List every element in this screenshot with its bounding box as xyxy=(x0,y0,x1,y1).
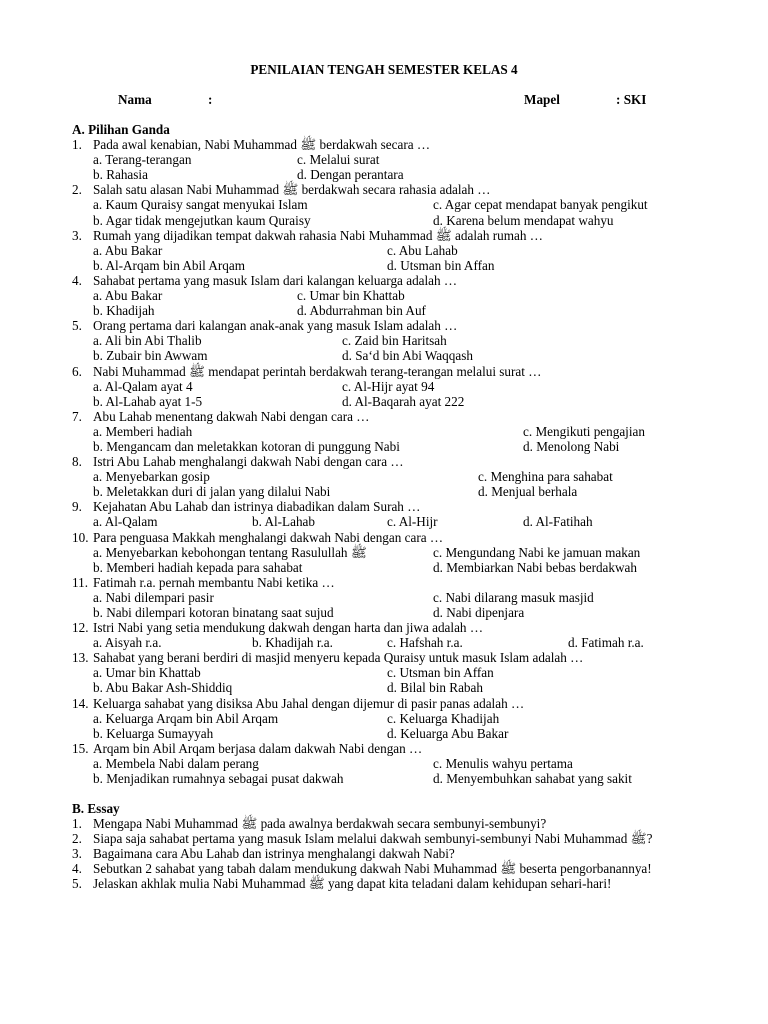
section-multiple-choice xyxy=(72,122,712,786)
question-item xyxy=(72,409,712,454)
option-row xyxy=(72,348,712,363)
question-text: Rumah yang dijadikan tempat dakwah rahasia Nabi Muhammad ﷺ adalah rumah … xyxy=(93,227,543,243)
question-item xyxy=(72,696,712,741)
question-line xyxy=(72,741,712,756)
answer-option[interactable]: d. Menolong Nabi xyxy=(523,438,620,454)
option-row xyxy=(72,469,712,484)
answer-option[interactable]: d. Al-Fatihah xyxy=(523,514,593,530)
answer-option[interactable]: d. Karena belum mendapat wahyu xyxy=(433,212,614,228)
option-row xyxy=(72,394,712,409)
option-row xyxy=(72,484,712,499)
answer-option[interactable]: c. Menghina para sahabat xyxy=(478,469,613,485)
option-row xyxy=(72,711,712,726)
question-text: Para penguasa Makkah menghalangi dakwah Nabi dengan cara … xyxy=(93,529,444,545)
question-list xyxy=(72,137,712,786)
option-row xyxy=(72,514,712,529)
question-text: Kejahatan Abu Lahab dan istrinya diabadikan dalam Surah … xyxy=(93,499,421,515)
question-item xyxy=(72,454,712,499)
question-number: 12. xyxy=(72,620,89,636)
question-line xyxy=(72,530,712,545)
option-row xyxy=(72,243,712,258)
question-line xyxy=(72,409,712,424)
question-line xyxy=(72,364,712,379)
answer-option[interactable]: b. Nabi dilempari kotoran binatang saat sujud xyxy=(93,605,334,620)
essay-list xyxy=(72,816,700,891)
question-line xyxy=(72,273,712,288)
option-row xyxy=(72,333,712,348)
essay-text: Sebutkan 2 sahabat yang tabah dalam mendukung dakwah Nabi Muhammad ﷺ beserta pengorbanannya! xyxy=(93,861,652,877)
option-row xyxy=(72,756,712,771)
answer-option[interactable]: b. Khadijah r.a. xyxy=(252,635,333,651)
answer-option[interactable]: d. Abdurrahman bin Auf xyxy=(297,303,426,319)
answer-option[interactable]: b. Mengancam dan meletakkan kotoran di punggung Nabi xyxy=(93,438,400,454)
option-row xyxy=(72,545,712,560)
answer-option[interactable]: b. Menjadikan rumahnya sebagai pusat dakwah xyxy=(93,771,344,787)
question-text: Istri Nabi yang setia mendukung dakwah dengan harta dan jiwa adalah … xyxy=(93,620,484,636)
question-number: 2. xyxy=(72,182,82,198)
question-number: 7. xyxy=(72,408,82,424)
answer-option[interactable]: a. Umar bin Khattab xyxy=(93,665,201,681)
mapel-value: : SKI xyxy=(616,92,647,107)
question-line xyxy=(72,182,712,197)
answer-option[interactable]: a. Memberi hadiah xyxy=(93,423,193,439)
essay-text: Mengapa Nabi Muhammad ﷺ pada awalnya berdakwah secara sembunyi-sembunyi? xyxy=(93,816,547,832)
question-number: 14. xyxy=(72,695,89,711)
answer-option[interactable]: d. Fatimah r.a. xyxy=(568,635,644,651)
essay-number: 4. xyxy=(72,861,82,877)
nama-colon: : xyxy=(208,92,213,107)
essay-question xyxy=(72,876,700,891)
question-text: Istri Abu Lahab menghalangi dakwah Nabi dengan cara … xyxy=(93,454,404,470)
question-text: Abu Lahab menentang dakwah Nabi dengan cara … xyxy=(93,408,370,424)
question-line xyxy=(72,620,712,635)
answer-option[interactable]: b. Al-Arqam bin Abil Arqam xyxy=(93,257,246,273)
essay-number: 1. xyxy=(72,816,82,832)
option-row xyxy=(72,605,712,620)
answer-option[interactable]: a. Membela Nabi dalam perang xyxy=(93,755,259,771)
question-line xyxy=(72,575,712,590)
answer-option[interactable]: c. Abu Lahab xyxy=(387,242,458,258)
answer-option[interactable]: b. Keluarga Sumayyah xyxy=(93,725,214,741)
option-row xyxy=(72,635,712,650)
answer-option[interactable]: b. Abu Bakar Ash-Shiddiq xyxy=(93,680,233,696)
essay-number: 5. xyxy=(72,876,82,892)
answer-option[interactable]: c. Nabi dilarang masuk masjid xyxy=(433,589,594,605)
answer-option[interactable]: c. Al-Hijr ayat 94 xyxy=(342,378,435,394)
answer-option[interactable]: d. Dengan perantara xyxy=(297,167,404,183)
answer-option[interactable]: c. Zaid bin Haritsah xyxy=(342,333,447,349)
option-row xyxy=(72,439,712,454)
answer-option[interactable]: c. Utsman bin Affan xyxy=(387,665,494,681)
option-row xyxy=(72,665,712,680)
essay-text: Bagaimana cara Abu Lahab dan istrinya menghalangi dakwah Nabi? xyxy=(93,846,455,862)
question-item xyxy=(72,318,712,363)
question-number: 3. xyxy=(72,227,82,243)
option-row xyxy=(72,303,712,318)
essay-question xyxy=(72,846,700,861)
question-text: Nabi Muhammad ﷺ mendapat perintah berdakwah terang-terangan melalui surat … xyxy=(93,363,542,379)
option-row xyxy=(72,197,712,212)
question-text: Fatimah r.a. pernah membantu Nabi ketika … xyxy=(93,574,335,590)
answer-option[interactable]: c. Agar cepat mendapat banyak pengikut xyxy=(433,197,648,213)
section-a-title: A. Pilihan Ganda xyxy=(72,122,170,137)
answer-option[interactable]: d. Al-Baqarah ayat 222 xyxy=(342,393,465,409)
question-line xyxy=(72,228,712,243)
answer-option[interactable]: d. Sa‘d bin Abi Waqqash xyxy=(342,348,473,364)
answer-option[interactable]: d. Keluarga Abu Bakar xyxy=(387,725,509,741)
question-line xyxy=(72,696,712,711)
answer-option[interactable]: b. Agar tidak mengejutkan kaum Quraisy xyxy=(93,212,311,228)
answer-option[interactable]: d. Bilal bin Rabah xyxy=(387,680,483,696)
answer-option[interactable]: a. Ali bin Abi Thalib xyxy=(93,333,202,349)
question-item xyxy=(72,499,712,529)
question-number: 10. xyxy=(72,529,89,545)
option-row xyxy=(72,167,712,182)
option-row xyxy=(72,726,712,741)
answer-option[interactable]: b. Khadijah xyxy=(93,303,155,319)
answer-option[interactable]: a. Nabi dilempari pasir xyxy=(93,589,214,605)
answer-option[interactable]: a. Al-Qalam xyxy=(93,514,158,530)
answer-option[interactable]: d. Menjual berhala xyxy=(478,484,578,500)
question-number: 4. xyxy=(72,272,82,288)
section-b-title: B. Essay xyxy=(72,801,120,816)
question-text: Salah satu alasan Nabi Muhammad ﷺ berdakwah secara rahasia adalah … xyxy=(93,182,491,198)
answer-option[interactable]: a. Abu Bakar xyxy=(93,242,163,258)
essay-text: Jelaskan akhlak mulia Nabi Muhammad ﷺ yang dapat kita teladani dalam kehidupan sehari-hari! xyxy=(93,876,612,892)
question-number: 6. xyxy=(72,363,82,379)
question-line xyxy=(72,318,712,333)
answer-option[interactable]: b. Al-Lahab xyxy=(252,514,315,530)
option-row xyxy=(72,424,712,439)
answer-option[interactable]: b. Meletakkan duri di jalan yang dilalui Nabi xyxy=(93,484,331,500)
essay-number: 2. xyxy=(72,831,82,847)
answer-option[interactable]: d. Utsman bin Affan xyxy=(387,257,495,273)
question-number: 8. xyxy=(72,454,82,470)
answer-option[interactable]: a. Menyebarkan kebohongan tentang Rasulullah ﷺ xyxy=(93,544,367,560)
question-number: 15. xyxy=(72,740,89,756)
question-item xyxy=(72,575,712,620)
question-text: Arqam bin Abil Arqam berjasa dalam dakwah Nabi dengan … xyxy=(93,740,423,756)
answer-option[interactable]: d. Membiarkan Nabi bebas berdakwah xyxy=(433,559,637,575)
answer-option[interactable]: b. Memberi hadiah kepada para sahabat xyxy=(93,559,303,575)
answer-option[interactable]: c. Umar bin Khattab xyxy=(297,288,405,304)
question-text: Pada awal kenabian, Nabi Muhammad ﷺ berdakwah secara … xyxy=(93,137,431,153)
answer-option[interactable]: c. Hafshah r.a. xyxy=(387,635,463,651)
question-item xyxy=(72,620,712,650)
answer-option[interactable]: a. Menyebarkan gosip xyxy=(93,469,210,485)
question-number: 11. xyxy=(72,574,88,590)
option-row xyxy=(72,590,712,605)
answer-option[interactable]: b. Al-Lahab ayat 1-5 xyxy=(93,393,203,409)
section-essay xyxy=(72,801,700,892)
essay-number: 3. xyxy=(72,846,82,862)
answer-option[interactable]: d. Menyembuhkan sahabat yang sakit xyxy=(433,771,632,787)
question-number: 9. xyxy=(72,499,82,515)
question-number: 13. xyxy=(72,650,89,666)
essay-question xyxy=(72,831,700,846)
answer-option[interactable]: c. Mengikuti pengajian xyxy=(523,423,645,439)
option-row xyxy=(72,680,712,695)
option-row xyxy=(72,288,712,303)
question-item xyxy=(72,741,712,786)
answer-option[interactable]: b. Zubair bin Awwam xyxy=(93,348,208,364)
question-number: 1. xyxy=(72,137,82,153)
answer-option[interactable]: c. Mengundang Nabi ke jamuan makan xyxy=(433,544,641,560)
question-line xyxy=(72,137,712,152)
question-text: Sahabat yang berani berdiri di masjid menyeru kepada Quraisy untuk masuk Islam adalah … xyxy=(93,650,584,666)
option-row xyxy=(72,258,712,273)
answer-option[interactable]: c. Melalui surat xyxy=(297,152,380,168)
option-row xyxy=(72,213,712,228)
answer-option[interactable]: a. Keluarga Arqam bin Abil Arqam xyxy=(93,710,279,726)
option-row xyxy=(72,379,712,394)
question-line xyxy=(72,650,712,665)
question-text: Sahabat pertama yang masuk Islam dari kalangan keluarga adalah … xyxy=(93,272,458,288)
option-row xyxy=(72,152,712,167)
question-number: 5. xyxy=(72,318,82,334)
option-row xyxy=(72,771,712,786)
answer-option[interactable]: a. Abu Bakar xyxy=(93,288,163,304)
question-text: Orang pertama dari kalangan anak-anak yang masuk Islam adalah … xyxy=(93,318,458,334)
essay-question xyxy=(72,816,700,831)
answer-option[interactable]: c. Menulis wahyu pertama xyxy=(433,755,573,771)
question-item xyxy=(72,650,712,695)
answer-option[interactable]: c. Keluarga Khadijah xyxy=(387,710,500,726)
essay-text: Siapa saja sahabat pertama yang masuk Islam melalui dakwah sembunyi-sembunyi Nabi Muhammad ﷺ? xyxy=(93,831,653,847)
question-item xyxy=(72,137,712,182)
answer-option[interactable]: b. Rahasia xyxy=(93,167,148,183)
answer-option[interactable]: a. Terang-terangan xyxy=(93,152,192,168)
essay-question xyxy=(72,861,700,876)
mapel-label: Mapel xyxy=(524,92,560,107)
answer-option[interactable]: c. Al-Hijr xyxy=(387,514,438,530)
question-line xyxy=(72,454,712,469)
option-row xyxy=(72,560,712,575)
answer-option[interactable]: a. Al-Qalam ayat 4 xyxy=(93,378,193,394)
page-title: PENILAIAN TENGAH SEMESTER KELAS 4 xyxy=(250,62,518,77)
question-line xyxy=(72,499,712,514)
question-item xyxy=(72,182,712,227)
question-item xyxy=(72,273,712,318)
answer-option[interactable]: a. Aisyah r.a. xyxy=(93,635,162,651)
question-text: Keluarga sahabat yang disiksa Abu Jahal dengan dijemur di pasir panas adalah … xyxy=(93,695,525,711)
answer-option[interactable]: d. Nabi dipenjara xyxy=(433,605,525,620)
question-item xyxy=(72,530,712,575)
nama-label: Nama xyxy=(118,92,152,107)
answer-option[interactable]: a. Kaum Quraisy sangat menyukai Islam xyxy=(93,197,308,213)
question-item xyxy=(72,228,712,273)
question-item xyxy=(72,364,712,409)
